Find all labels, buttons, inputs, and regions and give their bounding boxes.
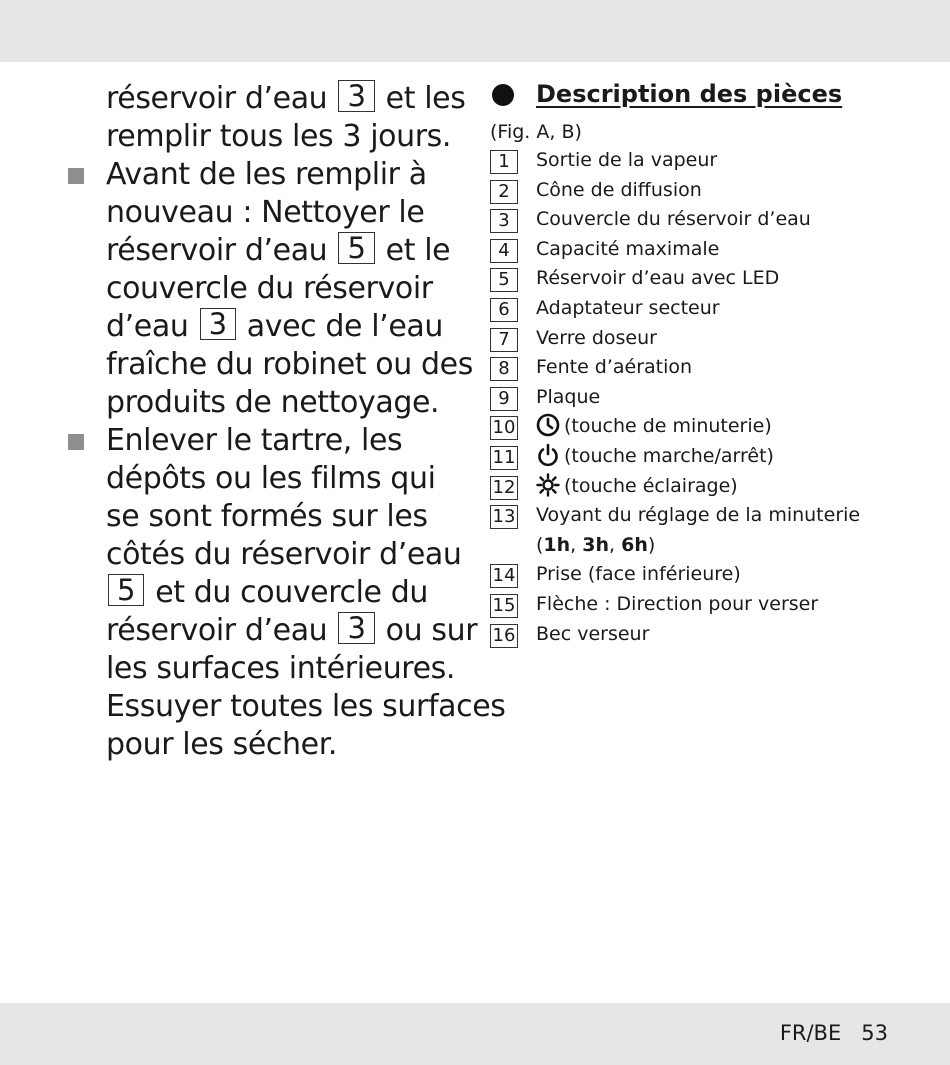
text-fragment: réservoir d’eau	[106, 233, 328, 268]
text-line	[106, 232, 462, 270]
part-reference: 3	[338, 80, 374, 112]
part-label: Cône de diffusion	[536, 178, 702, 201]
page-footer	[780, 1021, 888, 1045]
list-item	[490, 412, 910, 442]
part-number: 2	[490, 180, 518, 204]
part-number: 10	[490, 416, 518, 440]
separator: ,	[570, 533, 583, 556]
clock-icon	[536, 413, 560, 437]
text-fragment: (	[536, 533, 544, 556]
page-number: 53	[861, 1021, 888, 1045]
top-band	[0, 0, 950, 62]
option-3h: 3h	[582, 533, 610, 556]
locale-label: FR/BE	[779, 1021, 842, 1045]
list-item	[490, 264, 910, 294]
part-label-with-icon	[536, 442, 910, 472]
text-line: couvercle du réservoir	[106, 271, 433, 306]
part-label: Verre doseur	[536, 326, 657, 349]
continued-paragraph	[62, 79, 466, 156]
part-number: 13	[490, 505, 518, 529]
part-number: 16	[490, 624, 518, 648]
list-item	[490, 442, 910, 472]
text-line: Avant de les remplir à	[106, 157, 427, 192]
list-item	[490, 560, 910, 590]
sun-icon	[536, 473, 560, 497]
text-fragment: d’eau	[106, 309, 189, 344]
text-line: se sont formés sur les	[106, 499, 428, 534]
part-label-with-icon	[536, 472, 910, 502]
part-label: Adaptateur secteur	[536, 296, 720, 319]
part-number: 15	[490, 594, 518, 618]
text-line	[106, 574, 462, 612]
part-label-with-icon	[536, 412, 910, 442]
list-item	[490, 294, 910, 324]
right-column	[490, 80, 910, 649]
part-label: Fente d’aération	[536, 356, 693, 379]
text-line: côtés du réservoir d’eau	[106, 537, 462, 572]
option-1h: 1h	[543, 533, 571, 556]
part-number: 6	[490, 298, 518, 322]
heading-text: Description des pièces	[536, 80, 843, 108]
text-line: pour les sécher.	[106, 727, 338, 762]
power-icon	[536, 443, 560, 467]
option-6h: 6h	[621, 533, 648, 556]
part-label: Réservoir d’eau avec LED	[536, 267, 780, 290]
part-label: Plaque	[536, 385, 601, 408]
bullet-item	[62, 156, 473, 422]
list-item	[490, 472, 910, 502]
text-line: Essuyer toutes les surfaces	[106, 689, 506, 724]
part-reference: 3	[338, 612, 374, 644]
text-line: fraîche du robinet ou des	[106, 347, 473, 382]
text-line: dépôts ou les films qui	[106, 461, 436, 496]
text-fragment: et les	[385, 81, 466, 116]
part-number: 14	[490, 564, 518, 588]
text-line: nouveau : Nettoyer le	[106, 195, 425, 230]
part-number: 8	[490, 357, 518, 381]
text-fragment: réservoir d’eau	[106, 81, 328, 116]
list-item	[490, 353, 910, 383]
text-fragment: et du couvercle du	[155, 575, 428, 610]
text-line	[106, 308, 462, 346]
list-item	[490, 146, 910, 176]
separator: ,	[609, 533, 622, 556]
square-bullet-icon	[68, 434, 84, 450]
part-reference: 3	[200, 308, 236, 340]
square-bullet-icon	[68, 168, 84, 184]
list-item	[490, 590, 910, 620]
text-fragment: (touche éclairage)	[564, 474, 738, 497]
text-fragment: avec de l’eau	[246, 309, 443, 344]
text-line: Enlever le tartre, les	[106, 423, 403, 458]
timer-options	[536, 531, 910, 561]
text-line: produits de nettoyage.	[106, 385, 440, 420]
part-reference: 5	[108, 574, 144, 606]
part-number: 12	[490, 476, 518, 500]
part-number: 3	[490, 209, 518, 233]
part-label: Sortie de la vapeur	[536, 149, 718, 171]
filled-circle-icon	[492, 84, 514, 106]
part-label: Capacité maximale	[536, 237, 720, 260]
text-line: les surfaces intérieures.	[106, 651, 456, 686]
text-line	[106, 611, 478, 650]
list-item	[490, 620, 910, 650]
part-label: Bec verseur	[536, 622, 650, 645]
list-item	[490, 501, 910, 560]
part-number: 4	[490, 239, 518, 263]
text-fragment: et le	[385, 233, 451, 268]
part-label: Voyant du réglage de la minuterie	[536, 504, 861, 527]
list-item	[490, 324, 910, 354]
part-number: 9	[490, 387, 518, 411]
part-number: 7	[490, 328, 518, 352]
text-line: remplir tous les 3 jours.	[106, 119, 452, 154]
figure-reference: (Fig. A, B)	[490, 121, 582, 143]
list-item	[490, 235, 910, 265]
part-label: Prise (face inférieure)	[536, 563, 741, 586]
text-fragment: )	[647, 533, 656, 556]
text-fragment: ou sur	[385, 613, 478, 648]
section-heading	[490, 80, 910, 114]
part-number: 11	[490, 446, 518, 470]
part-label: Flèche : Direction pour verser	[536, 592, 819, 615]
part-label: Couvercle du réservoir d’eau	[536, 208, 811, 231]
text-line	[106, 79, 466, 118]
text-fragment: réservoir d’eau	[106, 613, 328, 648]
list-item	[490, 383, 910, 413]
part-number: 5	[490, 268, 518, 292]
list-item	[490, 205, 910, 235]
text-fragment: (touche de minuterie)	[564, 415, 772, 438]
parts-list	[490, 146, 910, 649]
list-item	[490, 176, 910, 206]
part-number: 1	[490, 150, 518, 174]
text-fragment: (touche marche/arrêt)	[564, 444, 774, 467]
part-reference: 5	[338, 232, 374, 264]
